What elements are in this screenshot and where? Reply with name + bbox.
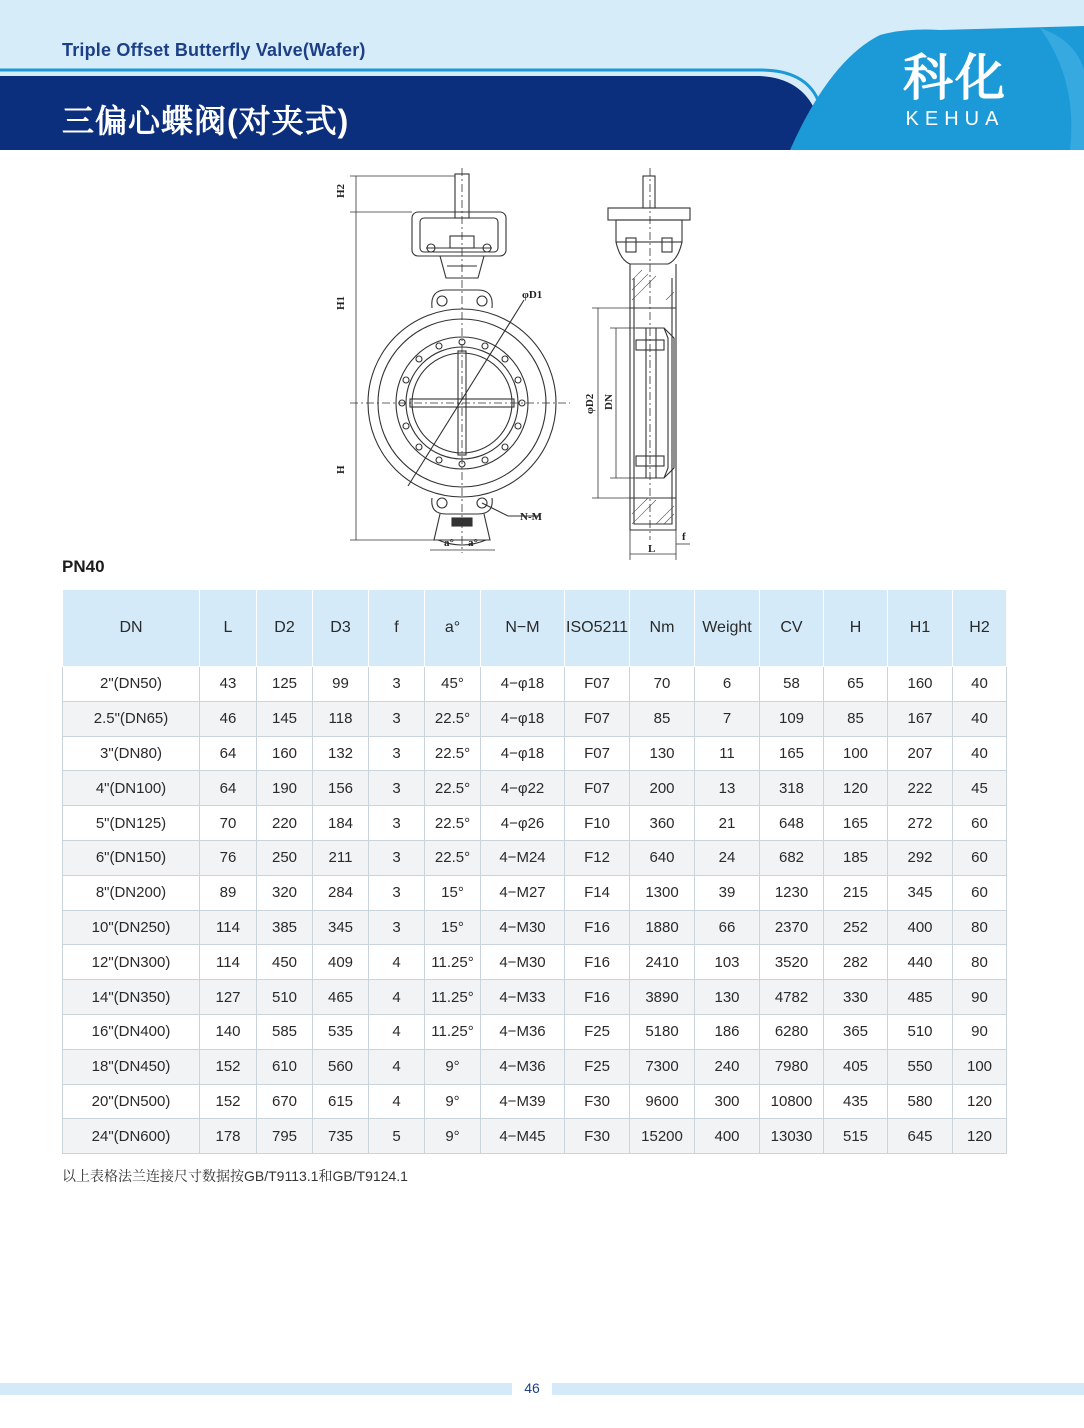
table-cell: 250 [257, 840, 313, 875]
table-cell: 65 [824, 667, 888, 702]
page-number: 46 [524, 1380, 540, 1396]
column-header: a° [425, 590, 481, 667]
table-cell: 4−φ18 [481, 736, 565, 771]
table-cell: 89 [200, 875, 257, 910]
table-cell: 99 [313, 667, 369, 702]
table-cell: 156 [313, 771, 369, 806]
table-cell: 160 [888, 667, 953, 702]
table-cell: 4−M33 [481, 980, 565, 1015]
table-cell: 10800 [760, 1084, 824, 1119]
table-cell: 560 [313, 1049, 369, 1084]
table-cell: 178 [200, 1119, 257, 1154]
table-cell: 4−M45 [481, 1119, 565, 1154]
table-cell: 85 [630, 701, 695, 736]
table-cell: 222 [888, 771, 953, 806]
dim-label-a-left: a° [444, 537, 454, 549]
table-cell: 2370 [760, 910, 824, 945]
table-cell: 409 [313, 945, 369, 980]
table-cell: 4 [369, 945, 425, 980]
table-cell: 145 [257, 701, 313, 736]
table-cell: 330 [824, 980, 888, 1015]
table-cell: 140 [200, 1014, 257, 1049]
table-cell: 4−M39 [481, 1084, 565, 1119]
table-cell: 320 [257, 875, 313, 910]
brand-logo-en: KEHUA [905, 108, 1005, 130]
table-cell: 120 [824, 771, 888, 806]
table-cell: 282 [824, 945, 888, 980]
table-cell: 39 [695, 875, 760, 910]
table-cell: 6"(DN150) [63, 840, 200, 875]
table-cell: 11.25° [425, 980, 481, 1015]
table-cell: 9° [425, 1049, 481, 1084]
table-cell: 24 [695, 840, 760, 875]
table-cell: 465 [313, 980, 369, 1015]
table-cell: 318 [760, 771, 824, 806]
table-cell: 22.5° [425, 771, 481, 806]
table-cell: 40 [953, 701, 1007, 736]
table-cell: 6280 [760, 1014, 824, 1049]
table-cell: 13030 [760, 1119, 824, 1154]
table-cell: 40 [953, 736, 1007, 771]
page-title: 三偏心蝶阀(对夹式) [62, 103, 350, 139]
table-cell: 109 [760, 701, 824, 736]
table-cell: 4782 [760, 980, 824, 1015]
table-cell: 130 [695, 980, 760, 1015]
table-row [63, 980, 1007, 1015]
table-cell: 3 [369, 667, 425, 702]
table-row [63, 806, 1007, 841]
table-cell: 64 [200, 771, 257, 806]
column-header: L [200, 590, 257, 667]
table-cell: 240 [695, 1049, 760, 1084]
specification-table [62, 589, 1007, 1154]
table-cell: 167 [888, 701, 953, 736]
pressure-rating-label: PN40 [62, 557, 105, 576]
table-cell: 21 [695, 806, 760, 841]
table-cell: 4−φ22 [481, 771, 565, 806]
table-cell: 207 [888, 736, 953, 771]
table-cell: 4−φ18 [481, 701, 565, 736]
table-cell: 345 [888, 875, 953, 910]
table-cell: 300 [695, 1084, 760, 1119]
table-row [63, 771, 1007, 806]
table-cell: 252 [824, 910, 888, 945]
table-cell: 4−M27 [481, 875, 565, 910]
table-cell: 165 [760, 736, 824, 771]
table-cell: 3 [369, 806, 425, 841]
table-cell: 580 [888, 1084, 953, 1119]
table-cell: 3"(DN80) [63, 736, 200, 771]
table-cell: 64 [200, 736, 257, 771]
table-cell: F14 [565, 875, 630, 910]
table-cell: 4−M36 [481, 1014, 565, 1049]
table-cell: 4 [369, 1084, 425, 1119]
table-cell: 152 [200, 1049, 257, 1084]
table-cell: 3 [369, 701, 425, 736]
table-cell: 186 [695, 1014, 760, 1049]
table-cell: 272 [888, 806, 953, 841]
table-cell: 45° [425, 667, 481, 702]
table-cell: 405 [824, 1049, 888, 1084]
table-cell: 120 [953, 1084, 1007, 1119]
dim-label-dn: DN [603, 394, 615, 410]
brand-logo-cn: 科化 [903, 50, 1007, 106]
table-cell: 435 [824, 1084, 888, 1119]
table-cell: F07 [565, 736, 630, 771]
table-cell: 4−M36 [481, 1049, 565, 1084]
table-cell: 1300 [630, 875, 695, 910]
table-cell: 610 [257, 1049, 313, 1084]
table-row [63, 736, 1007, 771]
table-cell: 4−M30 [481, 945, 565, 980]
table-cell: 18"(DN450) [63, 1049, 200, 1084]
table-cell: 76 [200, 840, 257, 875]
table-cell: 7 [695, 701, 760, 736]
table-cell: 118 [313, 701, 369, 736]
table-cell: 22.5° [425, 736, 481, 771]
column-header: DN [63, 590, 200, 667]
table-cell: 645 [888, 1119, 953, 1154]
table-cell: 60 [953, 840, 1007, 875]
table-cell: 103 [695, 945, 760, 980]
table-cell: 4−M30 [481, 910, 565, 945]
table-cell: 400 [888, 910, 953, 945]
table-cell: 14"(DN350) [63, 980, 200, 1015]
table-cell: F07 [565, 771, 630, 806]
table-cell: 46 [200, 701, 257, 736]
table-cell: 40 [953, 667, 1007, 702]
table-cell: F30 [565, 1084, 630, 1119]
table-cell: 15200 [630, 1119, 695, 1154]
table-cell: 8"(DN200) [63, 875, 200, 910]
column-header: D3 [313, 590, 369, 667]
table-cell: 20"(DN500) [63, 1084, 200, 1119]
table-cell: 7980 [760, 1049, 824, 1084]
table-cell: 185 [824, 840, 888, 875]
table-cell: 60 [953, 806, 1007, 841]
column-header: H2 [953, 590, 1007, 667]
table-cell: 3 [369, 910, 425, 945]
table-cell: 3 [369, 875, 425, 910]
table-cell: 60 [953, 875, 1007, 910]
table-cell: 440 [888, 945, 953, 980]
table-cell: 58 [760, 667, 824, 702]
column-header: ISO5211 [565, 590, 630, 667]
table-cell: 90 [953, 1014, 1007, 1049]
table-cell: 648 [760, 806, 824, 841]
dim-label-h: H [335, 465, 347, 474]
footer-bar-right [552, 1383, 1084, 1395]
table-cell: 2"(DN50) [63, 667, 200, 702]
table-cell: 4−φ26 [481, 806, 565, 841]
table-cell: 400 [695, 1119, 760, 1154]
column-header: Weight [695, 590, 760, 667]
table-cell: 795 [257, 1119, 313, 1154]
table-row [63, 1119, 1007, 1154]
table-cell: 10"(DN250) [63, 910, 200, 945]
table-cell: F25 [565, 1014, 630, 1049]
table-row [63, 1049, 1007, 1084]
table-cell: F07 [565, 667, 630, 702]
table-cell: 682 [760, 840, 824, 875]
column-header: CV [760, 590, 824, 667]
table-cell: 24"(DN600) [63, 1119, 200, 1154]
column-header: f [369, 590, 425, 667]
table-cell: 66 [695, 910, 760, 945]
table-cell: 15° [425, 875, 481, 910]
dim-label-nm: N-M [520, 511, 542, 523]
footnote: 以上表格法兰连接尺寸数据按GB/T9113.1和GB/T9124.1 [62, 1168, 408, 1184]
table-cell: 510 [888, 1014, 953, 1049]
table-cell: 1230 [760, 875, 824, 910]
table-cell: 615 [313, 1084, 369, 1119]
table-cell: 7300 [630, 1049, 695, 1084]
table-cell: 365 [824, 1014, 888, 1049]
table-cell: 5180 [630, 1014, 695, 1049]
table-cell: 114 [200, 910, 257, 945]
table-cell: 100 [953, 1049, 1007, 1084]
table-cell: 15° [425, 910, 481, 945]
table-cell: 152 [200, 1084, 257, 1119]
table-cell: 3520 [760, 945, 824, 980]
table-cell: 125 [257, 667, 313, 702]
table-cell: 22.5° [425, 806, 481, 841]
table-cell: 22.5° [425, 701, 481, 736]
table-cell: 485 [888, 980, 953, 1015]
table-cell: 385 [257, 910, 313, 945]
table-cell: 345 [313, 910, 369, 945]
footer-bar-left [0, 1383, 512, 1395]
table-cell: 12"(DN300) [63, 945, 200, 980]
table-cell: 292 [888, 840, 953, 875]
table-cell: 3 [369, 736, 425, 771]
table-row [63, 667, 1007, 702]
table-cell: 215 [824, 875, 888, 910]
table-cell: 585 [257, 1014, 313, 1049]
column-header: H [824, 590, 888, 667]
table-cell: 4"(DN100) [63, 771, 200, 806]
dim-label-h1: H1 [335, 295, 347, 310]
valve-technical-drawing [330, 168, 710, 568]
dim-label-a-right: a° [468, 537, 478, 549]
table-cell: 4−M24 [481, 840, 565, 875]
table-cell: 9° [425, 1119, 481, 1154]
table-cell: 70 [630, 667, 695, 702]
table-row [63, 875, 1007, 910]
product-subtitle: Triple Offset Butterfly Valve(Wafer) [62, 40, 366, 60]
table-cell: 165 [824, 806, 888, 841]
table-header-row [63, 590, 1007, 667]
table-cell: 550 [888, 1049, 953, 1084]
table-cell: 11.25° [425, 1014, 481, 1049]
table-cell: 360 [630, 806, 695, 841]
column-header: Nm [630, 590, 695, 667]
table-cell: 6 [695, 667, 760, 702]
table-cell: F16 [565, 945, 630, 980]
table-cell: 43 [200, 667, 257, 702]
table-row [63, 840, 1007, 875]
table-cell: 4 [369, 980, 425, 1015]
table-cell: 640 [630, 840, 695, 875]
table-cell: 130 [630, 736, 695, 771]
table-cell: F12 [565, 840, 630, 875]
table-row [63, 701, 1007, 736]
table-cell: 22.5° [425, 840, 481, 875]
table-cell: 1880 [630, 910, 695, 945]
table-cell: F10 [565, 806, 630, 841]
table-cell: 85 [824, 701, 888, 736]
table-cell: 515 [824, 1119, 888, 1154]
dim-label-l: L [648, 543, 656, 555]
dim-label-d1: φD1 [522, 289, 543, 301]
table-cell: 80 [953, 910, 1007, 945]
dim-label-f: f [682, 531, 686, 543]
table-cell: F16 [565, 980, 630, 1015]
table-cell: 16"(DN400) [63, 1014, 200, 1049]
table-cell: 100 [824, 736, 888, 771]
table-cell: 3 [369, 771, 425, 806]
table-cell: 11 [695, 736, 760, 771]
table-cell: 11.25° [425, 945, 481, 980]
table-cell: 127 [200, 980, 257, 1015]
table-cell: 3890 [630, 980, 695, 1015]
table-cell: F07 [565, 701, 630, 736]
table-cell: 4 [369, 1049, 425, 1084]
table-cell: 735 [313, 1119, 369, 1154]
table-row [63, 910, 1007, 945]
table-cell: 200 [630, 771, 695, 806]
table-cell: 70 [200, 806, 257, 841]
table-cell: F25 [565, 1049, 630, 1084]
table-cell: 211 [313, 840, 369, 875]
table-cell: 45 [953, 771, 1007, 806]
table-cell: F30 [565, 1119, 630, 1154]
column-header: D2 [257, 590, 313, 667]
dim-label-h2: H2 [335, 183, 347, 198]
table-cell: 4 [369, 1014, 425, 1049]
table-cell: 2410 [630, 945, 695, 980]
dim-label-d2: φD2 [584, 393, 596, 414]
table-row [63, 945, 1007, 980]
table-cell: 13 [695, 771, 760, 806]
table-cell: 2.5"(DN65) [63, 701, 200, 736]
table-row [63, 1084, 1007, 1119]
column-header: H1 [888, 590, 953, 667]
table-cell: 120 [953, 1119, 1007, 1154]
column-header: N−M [481, 590, 565, 667]
table-cell: 3 [369, 840, 425, 875]
table-cell: 535 [313, 1014, 369, 1049]
table-cell: 190 [257, 771, 313, 806]
table-cell: 220 [257, 806, 313, 841]
table-cell: 284 [313, 875, 369, 910]
table-cell: 80 [953, 945, 1007, 980]
table-cell: 450 [257, 945, 313, 980]
table-cell: 9° [425, 1084, 481, 1119]
table-cell: 4−φ18 [481, 667, 565, 702]
table-cell: 114 [200, 945, 257, 980]
table-cell: 510 [257, 980, 313, 1015]
table-cell: 90 [953, 980, 1007, 1015]
table-row [63, 1014, 1007, 1049]
table-cell: 184 [313, 806, 369, 841]
table-cell: 132 [313, 736, 369, 771]
table-cell: 5"(DN125) [63, 806, 200, 841]
table-cell: 9600 [630, 1084, 695, 1119]
table-cell: 160 [257, 736, 313, 771]
table-cell: 670 [257, 1084, 313, 1119]
table-cell: F16 [565, 910, 630, 945]
table-cell: 5 [369, 1119, 425, 1154]
